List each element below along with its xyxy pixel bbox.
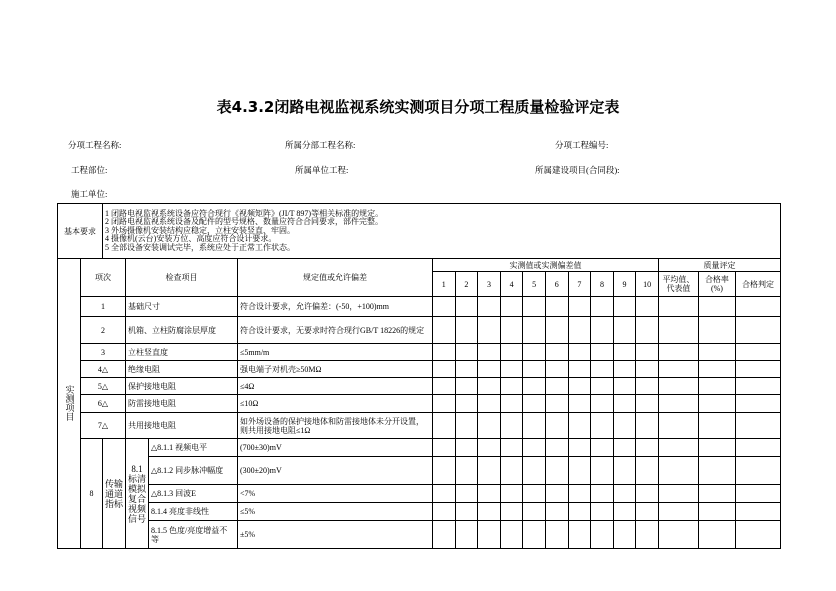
spec: ±5% [238,521,433,549]
pass-rate-cell[interactable] [698,457,735,485]
measured-value-cell[interactable] [591,485,614,503]
check-item: △8.1.1 视频电平 [149,439,238,457]
judgement-cell[interactable] [735,521,780,549]
measured-col-8: 8 [591,272,614,297]
requirement-line: 1 闭路电视监视系统设备应符合现行《视频矩阵》(JI/T 897)等相关标准的规定。 [105,208,384,218]
item-no: 3 [81,344,126,361]
check-item: 8.1.4 亮度非线性 [149,503,238,521]
measured-value-cell[interactable] [568,521,591,549]
measured-value-cell[interactable] [455,457,478,485]
pass-rate-cell[interactable] [698,485,735,503]
basic-requirements-label: 基本要求 [58,204,103,259]
measured-value-cell[interactable] [568,344,591,361]
measured-value-cell[interactable] [545,344,568,361]
measured-value-cell[interactable] [433,521,456,549]
avg-cell[interactable] [658,457,698,485]
measured-value-cell[interactable] [433,297,456,317]
measured-value-cell[interactable] [613,344,636,361]
table-row [58,361,781,378]
spec: (300±20)mV [238,457,433,485]
header-pass-rate: 合格率(%) [698,272,735,297]
measured-value-cell[interactable] [478,503,501,521]
measured-value-cell[interactable] [613,439,636,457]
item-no: 6△ [81,395,126,413]
measured-value-cell[interactable] [478,457,501,485]
check-item: △8.1.3 回波E [149,485,238,503]
measured-value-cell[interactable] [591,297,614,317]
pass-rate-cell[interactable] [698,317,735,344]
measured-col-7: 7 [568,272,591,297]
measured-value-cell[interactable] [545,317,568,344]
measured-col-9: 9 [613,272,636,297]
pass-rate-cell[interactable] [698,378,735,395]
subgroup-label: 8.1标清模拟复合视频信号 [126,439,149,549]
table-row [58,413,781,439]
pass-rate-cell[interactable] [698,439,735,457]
measured-value-cell[interactable] [545,503,568,521]
measured-value-cell[interactable] [523,521,546,549]
table-row [58,317,781,344]
check-item: 共用接地电阻 [126,413,238,439]
avg-cell[interactable] [658,439,698,457]
measured-value-cell[interactable] [591,317,614,344]
judgement-cell[interactable] [735,485,780,503]
measured-value-cell[interactable] [545,297,568,317]
judgement-cell[interactable] [735,378,780,395]
measured-value-cell[interactable] [523,457,546,485]
measured-value-cell[interactable] [591,378,614,395]
measured-value-cell[interactable] [523,439,546,457]
construction-project-label: 所属建设项目(合同段): [535,165,620,175]
section-label-cell [58,259,81,549]
measured-value-cell[interactable] [523,485,546,503]
basic-requirements-text [103,204,781,259]
measured-value-cell[interactable] [500,485,523,503]
header-quality: 质量评定 [658,259,780,272]
spec: ≤10Ω [238,395,433,413]
measured-value-cell[interactable] [455,361,478,378]
header-item-no: 项次 [81,259,126,297]
measured-value-cell[interactable] [433,344,456,361]
header-check-item: 检查项目 [126,259,238,297]
measured-value-cell[interactable] [636,344,659,361]
measured-value-cell[interactable] [591,503,614,521]
requirement-line: 2 闭路电视监视系统设备及配件的型号规格、数量应符合合同要求，部件完整。 [105,217,383,227]
table-row [58,521,781,549]
measured-value-cell[interactable] [433,457,456,485]
measured-value-cell[interactable] [636,413,659,439]
item-no: 4△ [81,361,126,378]
measured-col-5: 5 [523,272,546,297]
judgement-cell[interactable] [735,439,780,457]
avg-cell[interactable] [658,485,698,503]
measured-col-6: 6 [545,272,568,297]
measured-value-cell[interactable] [636,521,659,549]
measured-value-cell[interactable] [433,378,456,395]
header-judgement: 合格判定 [735,272,780,297]
measured-value-cell[interactable] [500,457,523,485]
table-row [58,395,781,413]
measured-value-cell[interactable] [455,297,478,317]
measured-value-cell[interactable] [478,395,501,413]
measured-value-cell[interactable] [591,457,614,485]
table-row [58,457,781,485]
measured-value-cell[interactable] [500,378,523,395]
measured-value-cell[interactable] [636,361,659,378]
measured-value-cell[interactable] [568,395,591,413]
spec: 强电端子对机壳≥50MΩ [238,361,433,378]
measured-value-cell[interactable] [433,317,456,344]
measured-value-cell[interactable] [478,378,501,395]
item-no: 1 [81,297,126,317]
measured-value-cell[interactable] [478,297,501,317]
group-label: 传输通道指标 [103,439,126,549]
measured-value-cell[interactable] [545,457,568,485]
measured-value-cell[interactable] [591,361,614,378]
measured-value-cell[interactable] [591,395,614,413]
measured-value-cell[interactable] [568,361,591,378]
check-item: 防雷接地电阻 [126,395,238,413]
requirement-line: 4 摄像机(云台)安装方位、高度应符合设计要求。 [105,234,277,244]
measured-col-10: 10 [636,272,659,297]
measured-value-cell[interactable] [613,361,636,378]
check-item: △8.1.2 同步脉冲幅度 [149,457,238,485]
contractor-label: 施工单位: [71,189,108,199]
avg-cell[interactable] [658,361,698,378]
measured-value-cell[interactable] [500,413,523,439]
measured-value-cell[interactable] [568,485,591,503]
spec: 符合设计要求，允许偏差：(-50，+100)mm [238,297,433,317]
measured-value-cell[interactable] [636,457,659,485]
check-item: 绝缘电阻 [126,361,238,378]
measured-value-cell[interactable] [500,439,523,457]
sub-project-no-label: 分项工程编号: [555,140,609,150]
pass-rate-cell[interactable] [698,297,735,317]
item-no: 5△ [81,378,126,395]
measured-value-cell[interactable] [568,457,591,485]
measured-value-cell[interactable] [545,361,568,378]
judgement-cell[interactable] [735,503,780,521]
measured-value-cell[interactable] [433,361,456,378]
measured-col-1: 1 [433,272,456,297]
measured-value-cell[interactable] [433,503,456,521]
measured-value-cell[interactable] [613,395,636,413]
measured-value-cell[interactable] [613,503,636,521]
measured-value-cell[interactable] [568,439,591,457]
measured-value-cell[interactable] [636,485,659,503]
measured-value-cell[interactable] [500,521,523,549]
judgement-cell[interactable] [735,413,780,439]
avg-cell[interactable] [658,378,698,395]
measured-value-cell[interactable] [523,317,546,344]
item-no: 2 [81,317,126,344]
table-row [58,344,781,361]
measured-col-3: 3 [478,272,501,297]
check-item: 机箱、立柱防腐涂层厚度 [126,317,238,344]
table-row [58,485,781,503]
check-item: 保护接地电阻 [126,378,238,395]
measured-value-cell[interactable] [433,395,456,413]
measured-value-cell[interactable] [455,503,478,521]
measured-value-cell[interactable] [545,485,568,503]
spec: ≤5% [238,503,433,521]
pass-rate-cell[interactable] [698,344,735,361]
judgement-cell[interactable] [735,344,780,361]
measured-value-cell[interactable] [455,485,478,503]
measured-value-cell[interactable] [523,361,546,378]
measured-value-cell[interactable] [636,395,659,413]
measured-value-cell[interactable] [478,361,501,378]
measured-value-cell[interactable] [433,439,456,457]
measured-value-cell[interactable] [455,413,478,439]
page-title: 表4.3.2闭路电视监视系统实测项目分项工程质量检验评定表 [216,98,620,116]
judgement-cell[interactable] [735,297,780,317]
measured-value-cell[interactable] [523,378,546,395]
measured-value-cell[interactable] [500,297,523,317]
spec: ≤4Ω [238,378,433,395]
measured-value-cell[interactable] [591,413,614,439]
measured-value-cell[interactable] [523,297,546,317]
measured-value-cell[interactable] [478,439,501,457]
measured-value-cell[interactable] [523,413,546,439]
measured-value-cell[interactable] [433,413,456,439]
check-item: 8.1.5 色度/亮度增益不等 [149,521,238,549]
measured-col-4: 4 [500,272,523,297]
measured-value-cell[interactable] [613,485,636,503]
avg-cell[interactable] [658,297,698,317]
measured-value-cell[interactable] [568,413,591,439]
measured-value-cell[interactable] [455,317,478,344]
spec: (700±30)mV [238,439,433,457]
spec: 符合设计要求，无要求时符合现行GB/T 18226的规定 [238,317,433,344]
judgement-cell[interactable] [735,317,780,344]
measured-value-cell[interactable] [591,521,614,549]
spec: 如外场设备的保护接地体和防雷接地体未分开设置，则共用接地电阻≤1Ω [238,413,433,439]
measured-value-cell[interactable] [478,413,501,439]
avg-cell[interactable] [658,395,698,413]
measured-value-cell[interactable] [545,439,568,457]
measured-value-cell[interactable] [455,344,478,361]
table-row [58,297,781,317]
avg-cell[interactable] [658,413,698,439]
header-spec: 规定值或允许偏差 [238,259,433,297]
header-measured: 实测值或实测偏差值 [433,259,659,272]
project-location-label: 工程部位: [71,165,108,175]
measured-value-cell[interactable] [545,395,568,413]
avg-cell[interactable] [658,344,698,361]
avg-cell[interactable] [658,503,698,521]
pass-rate-cell[interactable] [698,503,735,521]
table-row [58,439,781,457]
measured-value-cell[interactable] [636,317,659,344]
pass-rate-cell[interactable] [698,413,735,439]
measured-value-cell[interactable] [636,378,659,395]
measured-value-cell[interactable] [500,344,523,361]
table-row [58,503,781,521]
measured-value-cell[interactable] [568,297,591,317]
table-row [58,378,781,395]
measured-value-cell[interactable] [545,378,568,395]
judgement-cell[interactable] [735,457,780,485]
spec: ≤5mm/m [238,344,433,361]
measured-value-cell[interactable] [568,317,591,344]
measured-value-cell[interactable] [613,413,636,439]
measured-value-cell[interactable] [500,361,523,378]
pass-rate-cell[interactable] [698,361,735,378]
measured-value-cell[interactable] [613,317,636,344]
measured-value-cell[interactable] [613,297,636,317]
parent-unit-project-label: 所属单位工程: [295,165,349,175]
requirement-line: 5 全部设备安装调试完毕，系统应处于正常工作状态。 [105,242,295,252]
judgement-cell[interactable] [735,395,780,413]
measured-value-cell[interactable] [568,503,591,521]
inspection-table [57,203,781,549]
measured-value-cell[interactable] [591,439,614,457]
measured-value-cell[interactable] [478,317,501,344]
measured-value-cell[interactable] [455,378,478,395]
measured-value-cell[interactable] [545,413,568,439]
measured-value-cell[interactable] [523,395,546,413]
measured-value-cell[interactable] [636,503,659,521]
check-item: 基础尺寸 [126,297,238,317]
header-avg: 平均值、代表值 [658,272,698,297]
requirement-line: 3 外场摄像机安装结构应稳定，立柱安装竖直、牢固。 [105,225,295,235]
measured-value-cell[interactable] [478,485,501,503]
measured-value-cell[interactable] [500,503,523,521]
measured-value-cell[interactable] [478,344,501,361]
measured-value-cell[interactable] [636,297,659,317]
measured-value-cell[interactable] [500,395,523,413]
measured-value-cell[interactable] [455,395,478,413]
avg-cell[interactable] [658,317,698,344]
measured-value-cell[interactable] [500,317,523,344]
check-item: 立柱竖直度 [126,344,238,361]
measured-value-cell[interactable] [545,521,568,549]
measured-value-cell[interactable] [455,439,478,457]
item-no: 8 [81,439,103,549]
parent-division-name-label: 所属分部工程名称: [285,140,356,150]
pass-rate-cell[interactable] [698,395,735,413]
avg-cell[interactable] [658,521,698,549]
pass-rate-cell[interactable] [698,521,735,549]
measured-value-cell[interactable] [636,439,659,457]
measured-value-cell[interactable] [613,378,636,395]
measured-value-cell[interactable] [613,521,636,549]
measured-value-cell[interactable] [591,344,614,361]
measured-value-cell[interactable] [523,344,546,361]
section-label: 实测项目 [64,384,75,421]
judgement-cell[interactable] [735,361,780,378]
measured-col-2: 2 [455,272,478,297]
measured-value-cell[interactable] [455,521,478,549]
sub-project-name-label: 分项工程名称: [68,140,122,150]
measured-value-cell[interactable] [613,457,636,485]
measured-value-cell[interactable] [433,485,456,503]
measured-value-cell[interactable] [568,378,591,395]
measured-value-cell[interactable] [478,521,501,549]
item-no: 7△ [81,413,126,439]
spec: <7% [238,485,433,503]
measured-value-cell[interactable] [523,503,546,521]
